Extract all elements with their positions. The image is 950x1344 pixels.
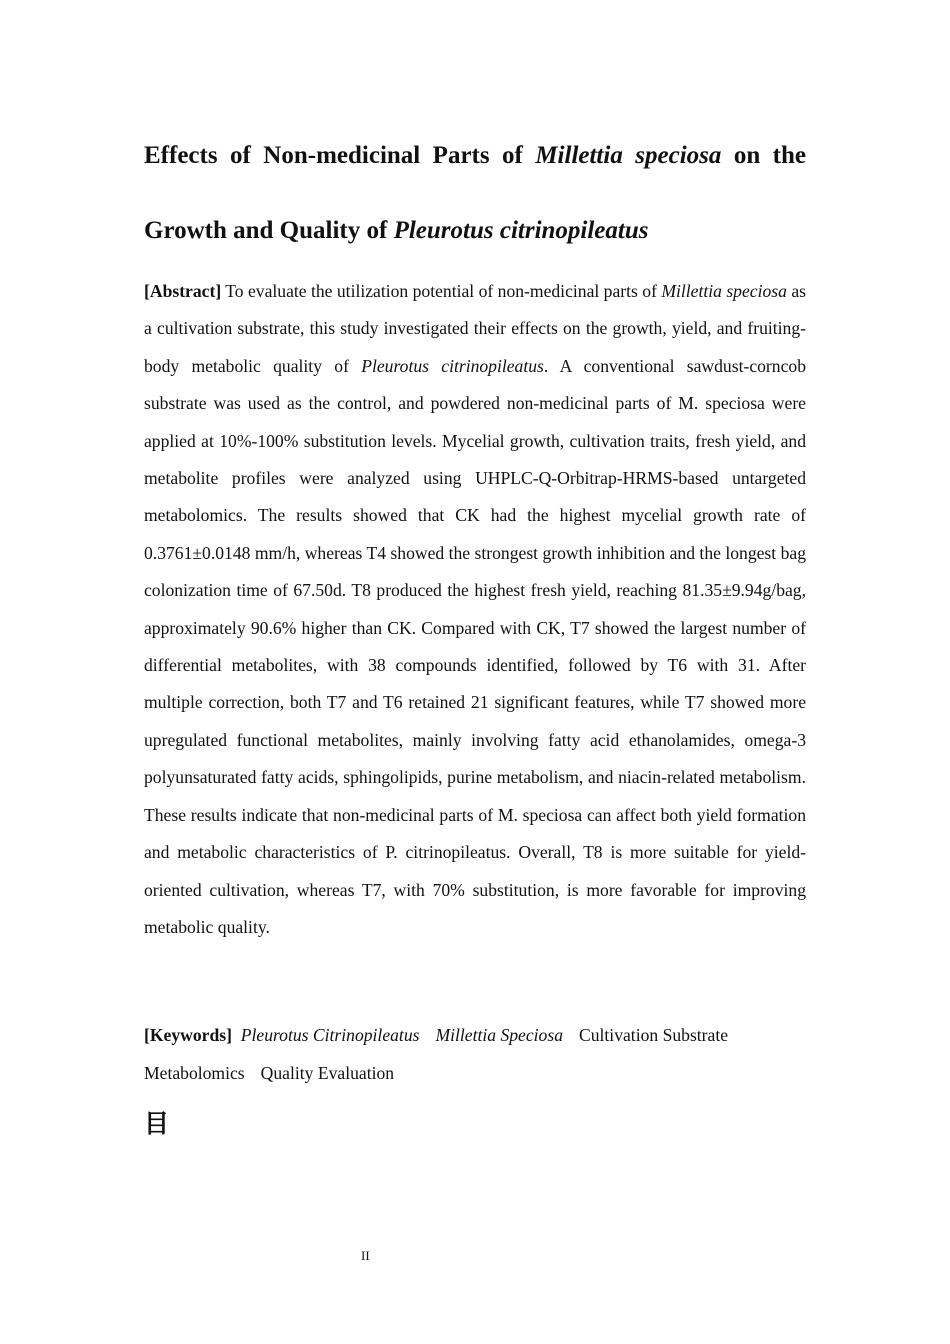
page-number: II	[361, 1248, 370, 1263]
abstract-text: To evaluate the utilization potential of non-medicinal parts of	[221, 281, 662, 301]
title-text: on the	[721, 142, 806, 169]
keyword: Pleurotus Citrinopileatus	[240, 1025, 420, 1045]
abstract-species-1: Millettia speciosa	[661, 281, 787, 301]
abstract-label: [Abstract]	[144, 281, 222, 301]
keyword: Metabolomics	[144, 1062, 245, 1083]
abstract-paragraph	[144, 273, 806, 946]
title-line-2	[144, 193, 806, 268]
paper-title	[144, 118, 806, 268]
title-species-2: Pleurotus citrinopileatus	[393, 217, 649, 244]
keyword: Cultivation Substrate	[579, 1025, 729, 1045]
title-line-1	[144, 118, 806, 193]
keyword: Quality Evaluation	[260, 1062, 395, 1083]
toc-heading: 目	[144, 1109, 170, 1138]
keyword: Millettia Speciosa	[435, 1025, 563, 1045]
keywords-paragraph	[144, 1017, 806, 1092]
title-species-1: Millettia speciosa	[535, 142, 722, 169]
title-text: Effects of Non-medicinal Parts of	[144, 142, 536, 169]
abstract-species-2: Pleurotus citrinopileatus	[361, 355, 544, 376]
keywords-label: [Keywords]	[144, 1025, 232, 1045]
title-text: Growth and Quality of	[144, 217, 394, 244]
abstract-text: as a cultivation substrate, this study investigated their effects on the growth, yield, and fruiting-body metabolic quality of	[144, 281, 806, 376]
abstract-text: . A conventional sawdust-corncob substrate was used as the control, and powdered non-medicinal parts of M. speciosa were applied at 10%-100% substitution levels. Mycelial growth, cultivation traits, fresh yield, and metabolite profiles were analyzed using UHPLC-Q-Orbitrap-HRMS-based untargeted metabolomics. The results showed that CK had the highest mycelial growth rate of 0.3761±0.0148 mm/h, whereas T4 showed the strongest growth inhibition and the longest bag colonization time of 67.50d. T8 produced the highest fresh yield, reaching 81.35±9.94g/bag, approximately 90.6% higher than CK. Compared with CK, T7 showed the largest number of differential metabolites, with 38 compounds identified, followed by T6 with 31. After multiple correction, both T7 and T6 retained 21 significant features, while T7 showed more upregulated functional metabolites, mainly involving fatty acid ethanolamides, omega-3 polyunsaturated fatty acids, sphingolipids, purine metabolism, and niacin-related metabolism. These results indicate that non-medicinal parts of M. speciosa can affect both yield formation and metabolic characteristics of P. citrinopileatus. Overall, T8 is more suitable for yield-oriented cultivation, whereas T7, with 70% substitution, is more favorable for improving metabolic quality.	[144, 355, 806, 937]
